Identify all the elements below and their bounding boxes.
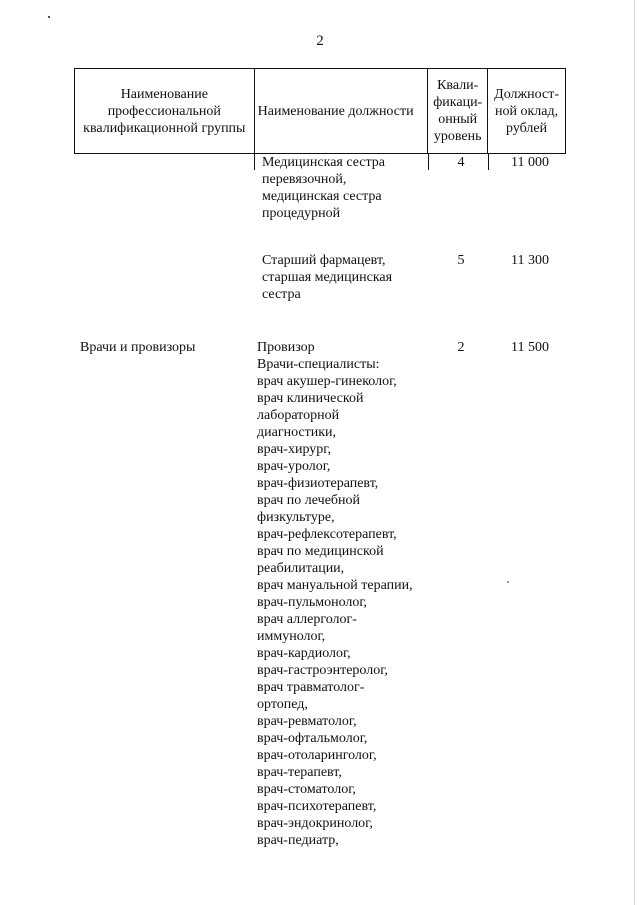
position-line: врач акушер-гинеколог,	[257, 374, 397, 389]
position-cell	[254, 252, 428, 303]
position-cell	[254, 339, 428, 849]
position-cell	[254, 154, 428, 222]
salary-cell: 11 500	[511, 340, 549, 355]
position-line: врач-уролог,	[257, 459, 331, 474]
page-number: 2	[316, 33, 324, 49]
salary-table	[74, 68, 566, 849]
salary-cell: 11 300	[511, 253, 549, 268]
position-line: врач-офтальмолог,	[257, 731, 368, 746]
position-line: процедурной	[262, 206, 341, 221]
group-cell: Врачи и провизоры	[80, 340, 196, 355]
column-divider	[488, 154, 489, 170]
page-edge-shadow	[634, 0, 635, 905]
position-line: Медицинская сестра	[262, 155, 386, 170]
position-line: врач аллерголог-	[257, 612, 357, 627]
position-line: реабилитации,	[257, 561, 345, 576]
position-line: врач по медицинской	[257, 544, 384, 559]
level-cell: 5	[457, 253, 465, 268]
position-line: врач-психотерапевт,	[257, 799, 377, 814]
column-divider	[428, 154, 429, 170]
position-line: ортопед,	[257, 697, 308, 712]
table-row	[74, 252, 566, 303]
position-line: врач по лечебной	[257, 493, 361, 508]
salary-cell: 11 000	[511, 155, 549, 170]
position-line: физкультуре,	[257, 510, 335, 525]
header-position-name: Наименование должности	[255, 69, 429, 153]
header-group-name: Наименование профессиональной квалификационной группы	[75, 69, 255, 153]
position-line: иммунолог,	[257, 629, 326, 644]
position-line: врач-ревматолог,	[257, 714, 357, 729]
position-line: диагностики,	[257, 425, 337, 440]
position-line: врач-гастроэнтеролог,	[257, 663, 388, 678]
position-line: старшая медицинская	[262, 270, 393, 285]
position-line: врач-стоматолог,	[257, 782, 356, 797]
level-cell: 4	[457, 155, 465, 170]
group-cell	[74, 252, 254, 303]
position-line: врач-физиотерапевт,	[257, 476, 379, 491]
scan-speck	[48, 16, 50, 18]
table-header	[74, 68, 566, 154]
position-line: врач-терапевт,	[257, 765, 342, 780]
position-line: врач-рефлексотерапевт,	[257, 527, 397, 542]
position-line: Провизор	[257, 340, 315, 355]
position-line: Врачи-специалисты:	[257, 357, 380, 372]
table-row	[74, 339, 566, 849]
position-line: врач клинической	[257, 391, 364, 406]
position-line: врач-педиатр,	[257, 833, 339, 848]
column-divider	[254, 154, 255, 170]
position-line: врач-отоларинголог,	[257, 748, 377, 763]
position-line: Старший фармацевт,	[262, 253, 386, 268]
position-line: врач-эндокринолог,	[257, 816, 373, 831]
position-line: сестра	[262, 287, 301, 302]
position-line: врач-хирург,	[257, 442, 331, 457]
position-line: врач мануальной терапии,	[257, 578, 413, 593]
position-line: врач травматолог-	[257, 680, 365, 695]
header-salary: Должност-ной оклад, рублей	[488, 69, 566, 153]
table-row	[74, 154, 566, 222]
position-line: врач-пульмонолог,	[257, 595, 368, 610]
header-qualification-level: Квали-фикаци-онный уровень	[428, 69, 488, 153]
table-body	[74, 154, 566, 849]
position-line: перевязочной,	[262, 172, 347, 187]
position-line: медицинская сестра	[262, 189, 382, 204]
level-cell: 2	[457, 340, 465, 355]
group-cell	[74, 154, 254, 222]
position-line: лабораторной	[257, 408, 340, 423]
position-line: врач-кардиолог,	[257, 646, 351, 661]
